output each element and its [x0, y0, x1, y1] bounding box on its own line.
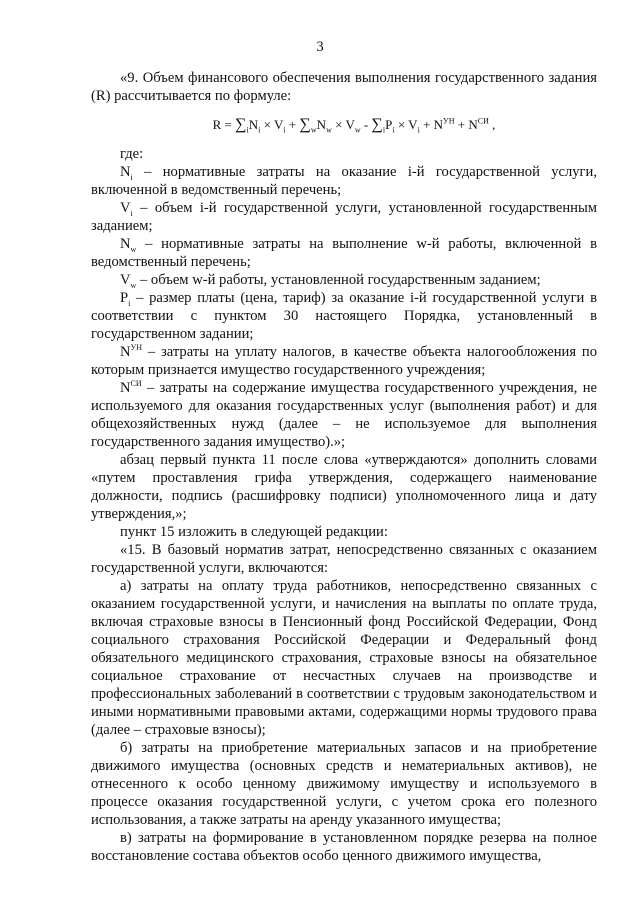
definition-paragraph — [91, 199, 597, 235]
formula-sub: i — [258, 125, 261, 135]
def-text: – размер платы (цена, тариф) за оказание i-й государственной услуги в соответствии с пунктом 30 настоящего Порядка, установленный в государственном задании; — [91, 290, 597, 342]
def-text: – объем w-й работы, установленной государственным заданием; — [136, 272, 541, 288]
where-label: где: — [120, 146, 144, 162]
definition-paragraph — [91, 289, 597, 343]
sum-sign: ∑ — [371, 116, 383, 133]
formula — [91, 105, 597, 145]
formula-sub: i — [246, 125, 249, 135]
formula-op: + N — [419, 117, 444, 132]
formula-term: × V — [260, 117, 284, 132]
def-sub: i — [128, 298, 131, 308]
sum-sign: ∑ — [235, 116, 247, 133]
def-text: – объем i-й государственной услуги, установленной государственным заданием; — [91, 200, 597, 234]
document-body — [91, 69, 597, 865]
definition-paragraph — [91, 343, 597, 379]
page-number: 3 — [316, 39, 324, 55]
def-sub: w — [130, 244, 137, 254]
def-symbol: N — [120, 380, 131, 396]
def-text: – затраты на содержание имущества государственного учреждения, не используемого для оказания государственных услуг (выполнения работ) и для общехозяйственных нужд (далее – не используемое для выполнения государственного задания имущество).»; — [91, 380, 597, 450]
def-sub: i — [130, 172, 133, 182]
formula-term: × V — [394, 117, 418, 132]
def-text: – затраты на уплату налогов, в качестве объекта налогообложения по которым признается имущество государственного учреждения; — [91, 344, 597, 378]
body-paragraph: а) затраты на оплату труда работников, непосредственно связанных с оказанием государственной услуги, и начисления на выплаты по оплате труда, включая страховые взносы в Пенсионный фонд Российской Федерации, Фонд социального страхования Российской Федерации и Федеральный фонд обязательного медицинского страхования, страховые взносы на обязательное социальное страхование от несчастных случаев на производстве и профессиональных заболеваний в соответствии с трудовым законодательством и иными нормативными правовыми актами, содержащими нормы трудового права (далее – страховые взносы); — [91, 578, 597, 738]
formula-tail: , — [488, 117, 496, 132]
definition-paragraph — [91, 163, 597, 199]
body-paragraph: абзац первый пункта 11 после слова «утверждаются» дополнить словами «путем проставления грифа утверждения, содержащего наименование должности, подпись (расшифровку подписи) уполномоченного лица и дату утверждения,»; — [91, 452, 597, 522]
sum-sign: ∑ — [299, 116, 311, 133]
formula-sub: w — [326, 125, 332, 135]
formula-sub: w — [310, 125, 317, 135]
def-text: – нормативные затраты на оказание i-й государственной услуги, включенной в ведомственный перечень; — [91, 164, 597, 198]
def-symbol: N — [120, 236, 131, 252]
formula-term: N — [248, 117, 259, 132]
definition-paragraph — [91, 379, 597, 451]
def-text: – нормативные затраты на выполнение w-й работы, включенной в ведомственный перечень; — [91, 236, 597, 270]
def-symbol: P — [120, 290, 129, 306]
formula-lhs: R = — [212, 117, 236, 132]
definition-paragraph — [91, 271, 597, 289]
formula-term: N — [316, 117, 327, 132]
def-symbol: N — [120, 164, 131, 180]
formula-sup: СИ — [477, 116, 489, 126]
formula-sub: i — [392, 125, 395, 135]
formula-sub: i — [283, 125, 286, 135]
def-sub: i — [130, 208, 133, 218]
body-paragraph: в) затраты на формирование в установленном порядке резерва на полное восстановление состава объектов особо ценного движимого имущества, — [91, 830, 597, 864]
body-paragraph: «15. В базовый норматив затрат, непосредственно связанных с оказанием государственной услуги, включаются: — [91, 542, 597, 576]
formula-op: + N — [454, 117, 478, 132]
intro-paragraph: «9. Объем финансового обеспечения выполнения государственного задания (R) рассчитывается по формуле: — [91, 70, 597, 104]
def-sup: СИ — [130, 379, 142, 389]
definition-paragraph — [91, 235, 597, 271]
body-paragraph: пункт 15 изложить в следующей редакции: — [120, 524, 388, 540]
formula-op: - — [360, 117, 372, 132]
body-paragraph: б) затраты на приобретение материальных запасов и на приобретение движимого имущества (основных средств и нематериальных активов), не отнесенного к особо ценному движимому имуществу и используемого в процессе оказания государственной услуги, с учетом срока его полезного использования, а также затраты на аренду указанного имущества; — [91, 740, 597, 828]
def-symbol: N — [120, 344, 131, 360]
def-sup: УН — [130, 343, 142, 353]
formula-term: P — [385, 117, 393, 132]
formula-sub: i — [382, 125, 386, 135]
formula-op: + — [285, 117, 300, 132]
def-sub: w — [130, 280, 137, 290]
formula-sup: УН — [443, 116, 455, 126]
def-symbol: V — [120, 272, 131, 288]
def-symbol: V — [120, 200, 131, 216]
formula-term: × V — [331, 117, 355, 132]
formula-sub: i — [417, 125, 420, 135]
formula-sub: w — [354, 125, 361, 135]
